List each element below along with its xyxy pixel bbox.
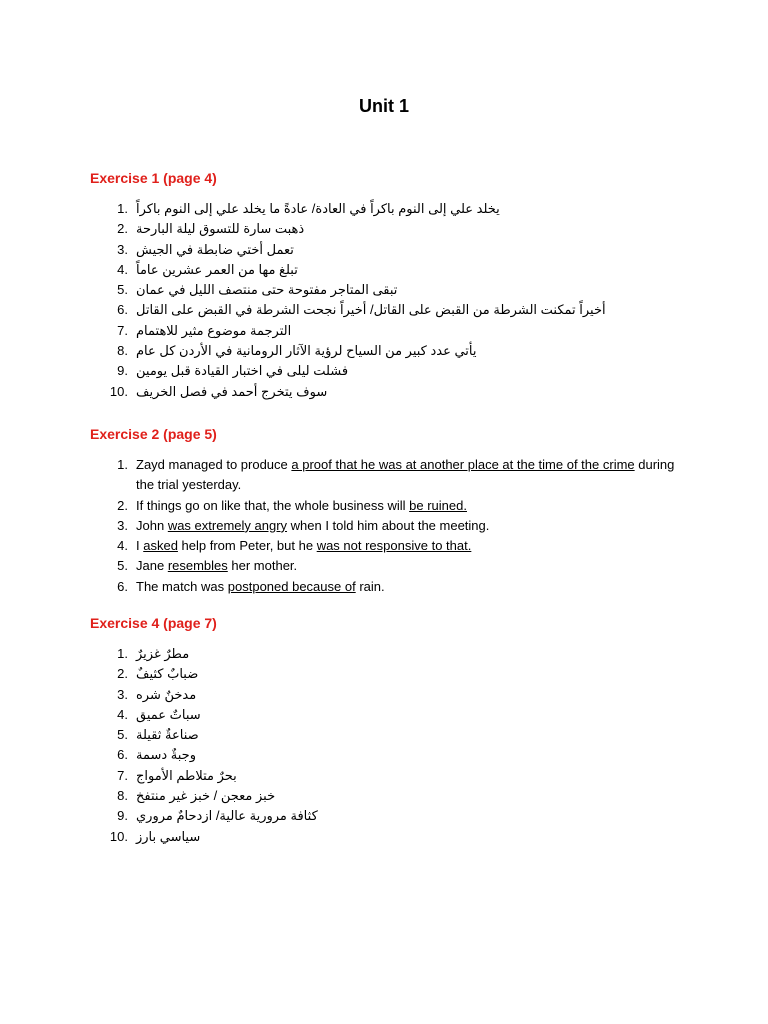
exercise-4-heading: Exercise 4 (page 7) <box>90 615 217 631</box>
item-number: 1. <box>117 646 128 661</box>
item-number: 10. <box>109 383 128 399</box>
list-item <box>0 321 768 341</box>
list-item <box>0 577 768 597</box>
item-text: فشلت ليلى في اختبار القيادة قبل يومين <box>136 363 349 379</box>
item-number: 3. <box>117 241 128 257</box>
list-item <box>0 219 768 239</box>
sentence-fragment: If things go on like that, the whole business will <box>136 497 410 513</box>
list-item <box>0 664 768 684</box>
list-item <box>0 516 768 536</box>
item-number: 5. <box>117 282 128 298</box>
sentence-fragment: during the trial yesterday. <box>136 457 675 493</box>
page-title: Unit 1 <box>358 96 409 116</box>
item-sentence <box>136 455 676 496</box>
list-item <box>0 280 768 300</box>
item-number: 3. <box>117 517 128 533</box>
item-number: 1. <box>117 201 128 216</box>
list-item <box>0 556 768 576</box>
item-text: صناعةٌ ثقيلة <box>136 727 199 743</box>
item-number: 7. <box>117 322 128 338</box>
sentence-fragment: The match was <box>136 578 228 594</box>
item-sentence <box>136 536 676 556</box>
item-sentence <box>136 577 676 597</box>
exercise-2-list <box>0 455 768 597</box>
list-item <box>0 725 768 745</box>
list-item <box>0 199 768 219</box>
item-number: 2. <box>117 497 128 513</box>
sentence-fragment: John <box>136 517 168 533</box>
sentence-fragment: Jane <box>136 558 168 574</box>
list-item <box>0 361 768 381</box>
item-number: 4. <box>117 706 128 722</box>
item-text: وجبةٌ دسمة <box>136 747 196 763</box>
item-text: يخلد علي إلى النوم باكراً في العادة/ عادةً ما يخلد علي إلى النوم باكراً <box>136 201 500 216</box>
exercise-1-heading: Exercise 1 (page 4) <box>90 170 217 186</box>
item-number: 10. <box>109 828 128 844</box>
item-number: 4. <box>117 261 128 277</box>
list-item <box>0 806 768 826</box>
list-item <box>0 786 768 806</box>
sentence-fragment: Zayd managed to produce <box>136 457 292 472</box>
item-text: كثافة مرورية عالية/ ازدحامٌ مروري <box>136 808 318 824</box>
item-text: تبقى المتاجر مفتوحة حتى منتصف الليل في عمان <box>136 282 398 298</box>
item-sentence <box>136 556 676 576</box>
list-item <box>0 382 768 402</box>
item-text: أخيراً تمكنت الشرطة من القبض على القاتل/ أخيراً نجحت الشرطة في القبض على القاتل <box>136 302 606 318</box>
sentence-fragment: when I told him about the meeting. <box>287 517 490 533</box>
underlined-phrase: be ruined. <box>409 497 467 513</box>
item-sentence <box>136 516 676 536</box>
exercise-4-list <box>0 644 768 847</box>
list-item <box>0 455 768 496</box>
item-number: 5. <box>117 727 128 743</box>
list-item <box>0 300 768 320</box>
item-number: 9. <box>117 808 128 824</box>
underlined-phrase: was not responsive to that. <box>316 538 472 554</box>
item-text: تعمل أختي ضابطة في الجيش <box>136 241 294 257</box>
item-number: 6. <box>117 747 128 763</box>
item-text: ذهبت سارة للتسوق ليلة البارحة <box>136 221 305 237</box>
item-number: 5. <box>117 558 128 574</box>
item-text: ضبابٌ كثيفٌ <box>136 666 199 682</box>
list-item <box>0 260 768 280</box>
item-text: مدخنٌ شره <box>136 686 197 702</box>
underlined-phrase: resembles <box>167 558 228 574</box>
item-sentence <box>136 496 676 516</box>
item-text: الترجمة موضوع مثير للاهتمام <box>136 322 292 338</box>
list-item <box>0 685 768 705</box>
item-number: 7. <box>117 767 128 783</box>
item-number: 8. <box>117 788 128 804</box>
list-item <box>0 341 768 361</box>
item-number: 2. <box>117 666 128 682</box>
list-item <box>0 705 768 725</box>
sentence-fragment: rain. <box>355 578 385 594</box>
item-text: يأتي عدد كبير من السياح لرؤية الآثار الرومانية في الأردن كل عام <box>136 343 477 359</box>
item-number: 1. <box>117 457 128 472</box>
underlined-phrase: postponed because of <box>227 578 356 594</box>
item-text: مطرٌ غزيرٌ <box>136 646 190 661</box>
item-text: بحرٌ متلاطم الأمواج <box>136 767 237 783</box>
item-text: تبلغ مها من العمر عشرين عاماً <box>136 261 298 277</box>
item-number: 4. <box>117 538 128 554</box>
item-number: 6. <box>117 578 128 594</box>
item-text: سباتٌ عميق <box>136 706 201 722</box>
item-text: سوف يتخرج أحمد في فصل الخريف <box>136 383 328 399</box>
list-item <box>0 240 768 260</box>
item-text: خبز معجن / خبز غير منتفخ <box>136 788 276 804</box>
item-number: 6. <box>117 302 128 318</box>
item-number: 2. <box>117 221 128 237</box>
list-item <box>0 496 768 516</box>
sentence-fragment: help from Peter, but he <box>177 538 317 554</box>
list-item <box>0 644 768 664</box>
exercise-2-heading: Exercise 2 (page 5) <box>90 426 217 442</box>
list-item <box>0 827 768 847</box>
item-number: 9. <box>117 363 128 379</box>
list-item <box>0 766 768 786</box>
item-number: 8. <box>117 343 128 359</box>
underlined-phrase: was extremely angry <box>167 517 288 533</box>
list-item <box>0 536 768 556</box>
underlined-phrase: asked <box>143 538 178 554</box>
underlined-phrase: a proof that he was at another place at the time of the crime <box>291 457 635 472</box>
sentence-fragment: I <box>136 538 144 554</box>
list-item <box>0 745 768 765</box>
exercise-1-list <box>0 199 768 402</box>
item-text: سياسي بارز <box>136 828 201 844</box>
item-number: 3. <box>117 686 128 702</box>
sentence-fragment: her mother. <box>227 558 298 574</box>
